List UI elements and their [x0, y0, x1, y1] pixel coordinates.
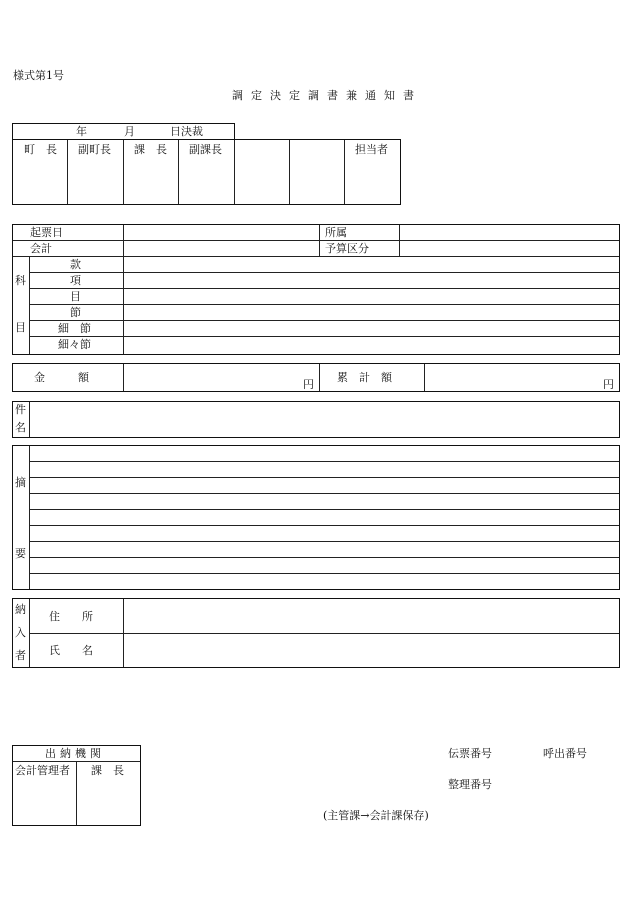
issue-date-label: 起票日 [30, 226, 63, 239]
page-title: 調定決定調書兼通知書 [232, 89, 422, 102]
form-number: 様式第1号 [13, 69, 64, 82]
item-kou: 項 [70, 274, 81, 287]
slip-number-label: 伝票番号 [448, 747, 492, 760]
amount-row [12, 363, 620, 392]
approval-col-deputy-mayor: 副町長 [78, 143, 111, 156]
month-label: 月 [124, 125, 135, 138]
subject-name-b: 名 [15, 421, 26, 434]
item-kan: 款 [70, 258, 81, 271]
amount-label: 金 額 [34, 371, 89, 384]
cumulative-yen-unit: 円 [603, 378, 614, 391]
cumulative-label: 累 計 額 [337, 371, 392, 384]
approval-col-deputy-chief: 副課長 [189, 143, 222, 156]
accounting-manager-label: 会計管理者 [15, 764, 70, 777]
subject-label-b: 目 [15, 321, 26, 334]
approval-col-staff: 担当者 [355, 143, 388, 156]
item-saisetsu: 細 節 [58, 322, 91, 335]
approval-col-mayor: 町 長 [24, 143, 57, 156]
storage-note: (主管課→会計課保存) [323, 809, 429, 822]
treasury-title: 出納機関 [45, 747, 105, 760]
summary-label-a: 摘 [15, 476, 26, 489]
subject-name-a: 件 [15, 403, 26, 416]
payer-label-a: 納 [15, 603, 26, 616]
summary-label-b: 要 [15, 547, 26, 560]
year-label: 年 [76, 125, 87, 138]
day-decision-label: 日決裁 [170, 125, 203, 138]
payer-label-c: 者 [15, 649, 26, 662]
summary-box [12, 445, 620, 590]
department-label: 所属 [325, 226, 347, 239]
payer-name-label: 氏 名 [49, 644, 93, 657]
reference-number-label: 整理番号 [448, 778, 492, 791]
subject-label-a: 科 [15, 274, 26, 287]
item-moku: 目 [70, 290, 81, 303]
payer-label-b: 入 [15, 626, 26, 639]
payer-address-label: 住 所 [49, 610, 93, 623]
treasury-chief-label: 課 長 [91, 764, 124, 777]
subject-box [12, 401, 620, 438]
item-saisaisetsu: 細々節 [58, 338, 91, 351]
call-number-label: 呼出番号 [543, 747, 587, 760]
budget-category-label: 予算区分 [325, 242, 369, 255]
account-label: 会計 [30, 242, 52, 255]
amount-yen-unit: 円 [303, 378, 314, 391]
approval-col-section-chief: 課 長 [134, 143, 167, 156]
item-setsu: 節 [70, 306, 81, 319]
